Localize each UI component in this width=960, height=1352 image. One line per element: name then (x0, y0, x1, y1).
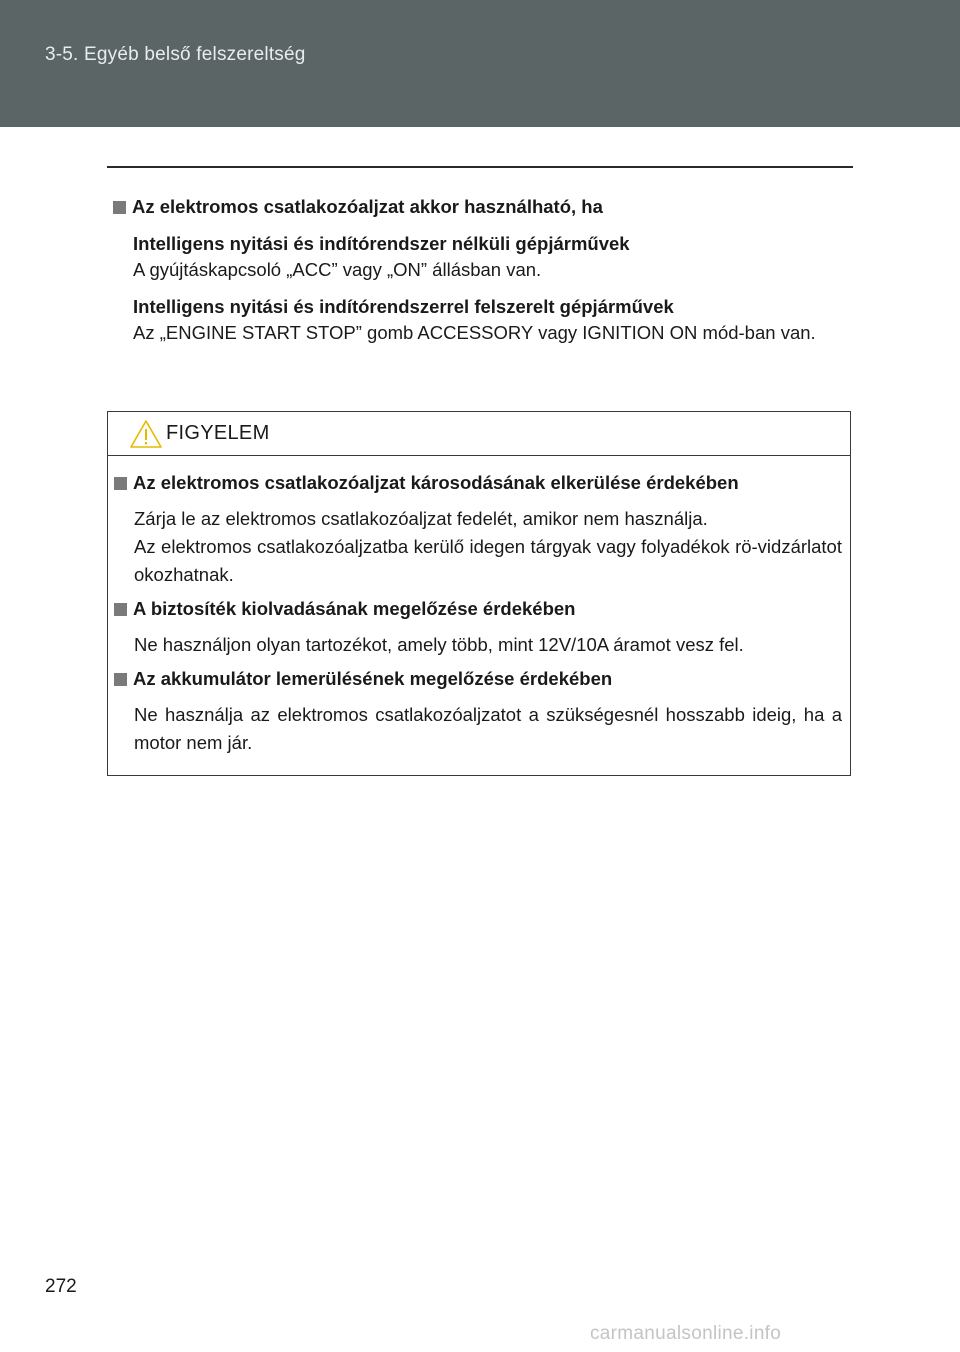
warning-item-text-block (114, 505, 842, 589)
square-bullet-icon (114, 603, 127, 616)
divider-line (107, 166, 853, 168)
square-bullet-icon (114, 477, 127, 490)
usage-item (113, 294, 843, 347)
usage-item-text: A gyújtáskapcsoló „ACC” vagy „ON” állásban van. (133, 259, 542, 280)
warning-item-heading: Az elektromos csatlakozóaljzat károsodásának elkerülése érdekében (133, 472, 739, 493)
usage-item-title: Intelligens nyitási és indítórendszerrel felszerelt gépjárművek (133, 296, 674, 317)
warning-item-text-block (114, 631, 842, 659)
usage-section (113, 196, 843, 347)
header-band (0, 0, 960, 127)
usage-item-text: Az „ENGINE START STOP” gomb ACCESSORY vagy IGNITION ON mód-ban van. (133, 322, 816, 343)
square-bullet-icon (114, 673, 127, 686)
watermark: carmanualsonline.info (590, 1323, 782, 1344)
warning-item-heading-row (114, 598, 842, 620)
warning-header (108, 412, 850, 456)
warning-label: FIGYELEM (166, 422, 270, 444)
warning-item-heading-row (114, 668, 842, 690)
warning-triangle-icon (129, 419, 163, 449)
page-number: 272 (45, 1276, 77, 1297)
warning-item-text: Ne használja az elektromos csatlakozóaljzatot a szükségesnél hosszabb ideig, ha a motor nem jár. (134, 704, 842, 753)
usage-item (113, 231, 843, 284)
warning-box (107, 411, 851, 776)
warning-body (114, 472, 842, 757)
warning-item-heading: A biztosíték kiolvadásának megelőzése érdekében (133, 598, 576, 619)
warning-item-text: Zárja le az elektromos csatlakozóaljzat fedelét, amikor nem használja. (134, 508, 708, 529)
warning-item-heading: Az akkumulátor lemerülésének megelőzése érdekében (133, 668, 613, 689)
usage-heading: Az elektromos csatlakozóaljzat akkor használható, ha (132, 196, 603, 217)
warning-item-text: Ne használjon olyan tartozékot, amely több, mint 12V/10A áramot vesz fel. (134, 634, 744, 655)
warning-item-text-block (114, 701, 842, 757)
warning-item-text: Az elektromos csatlakozóaljzatba kerülő idegen tárgyak vagy folyadékok rö-vidzárlatot okozhatnak. (134, 536, 842, 585)
section-title: 3-5. Egyéb belső felszereltség (45, 44, 306, 65)
usage-heading-row (113, 196, 843, 218)
warning-item-heading-row (114, 472, 842, 494)
square-bullet-icon (113, 201, 126, 214)
usage-item-title: Intelligens nyitási és indítórendszer nélküli gépjárművek (133, 233, 630, 254)
